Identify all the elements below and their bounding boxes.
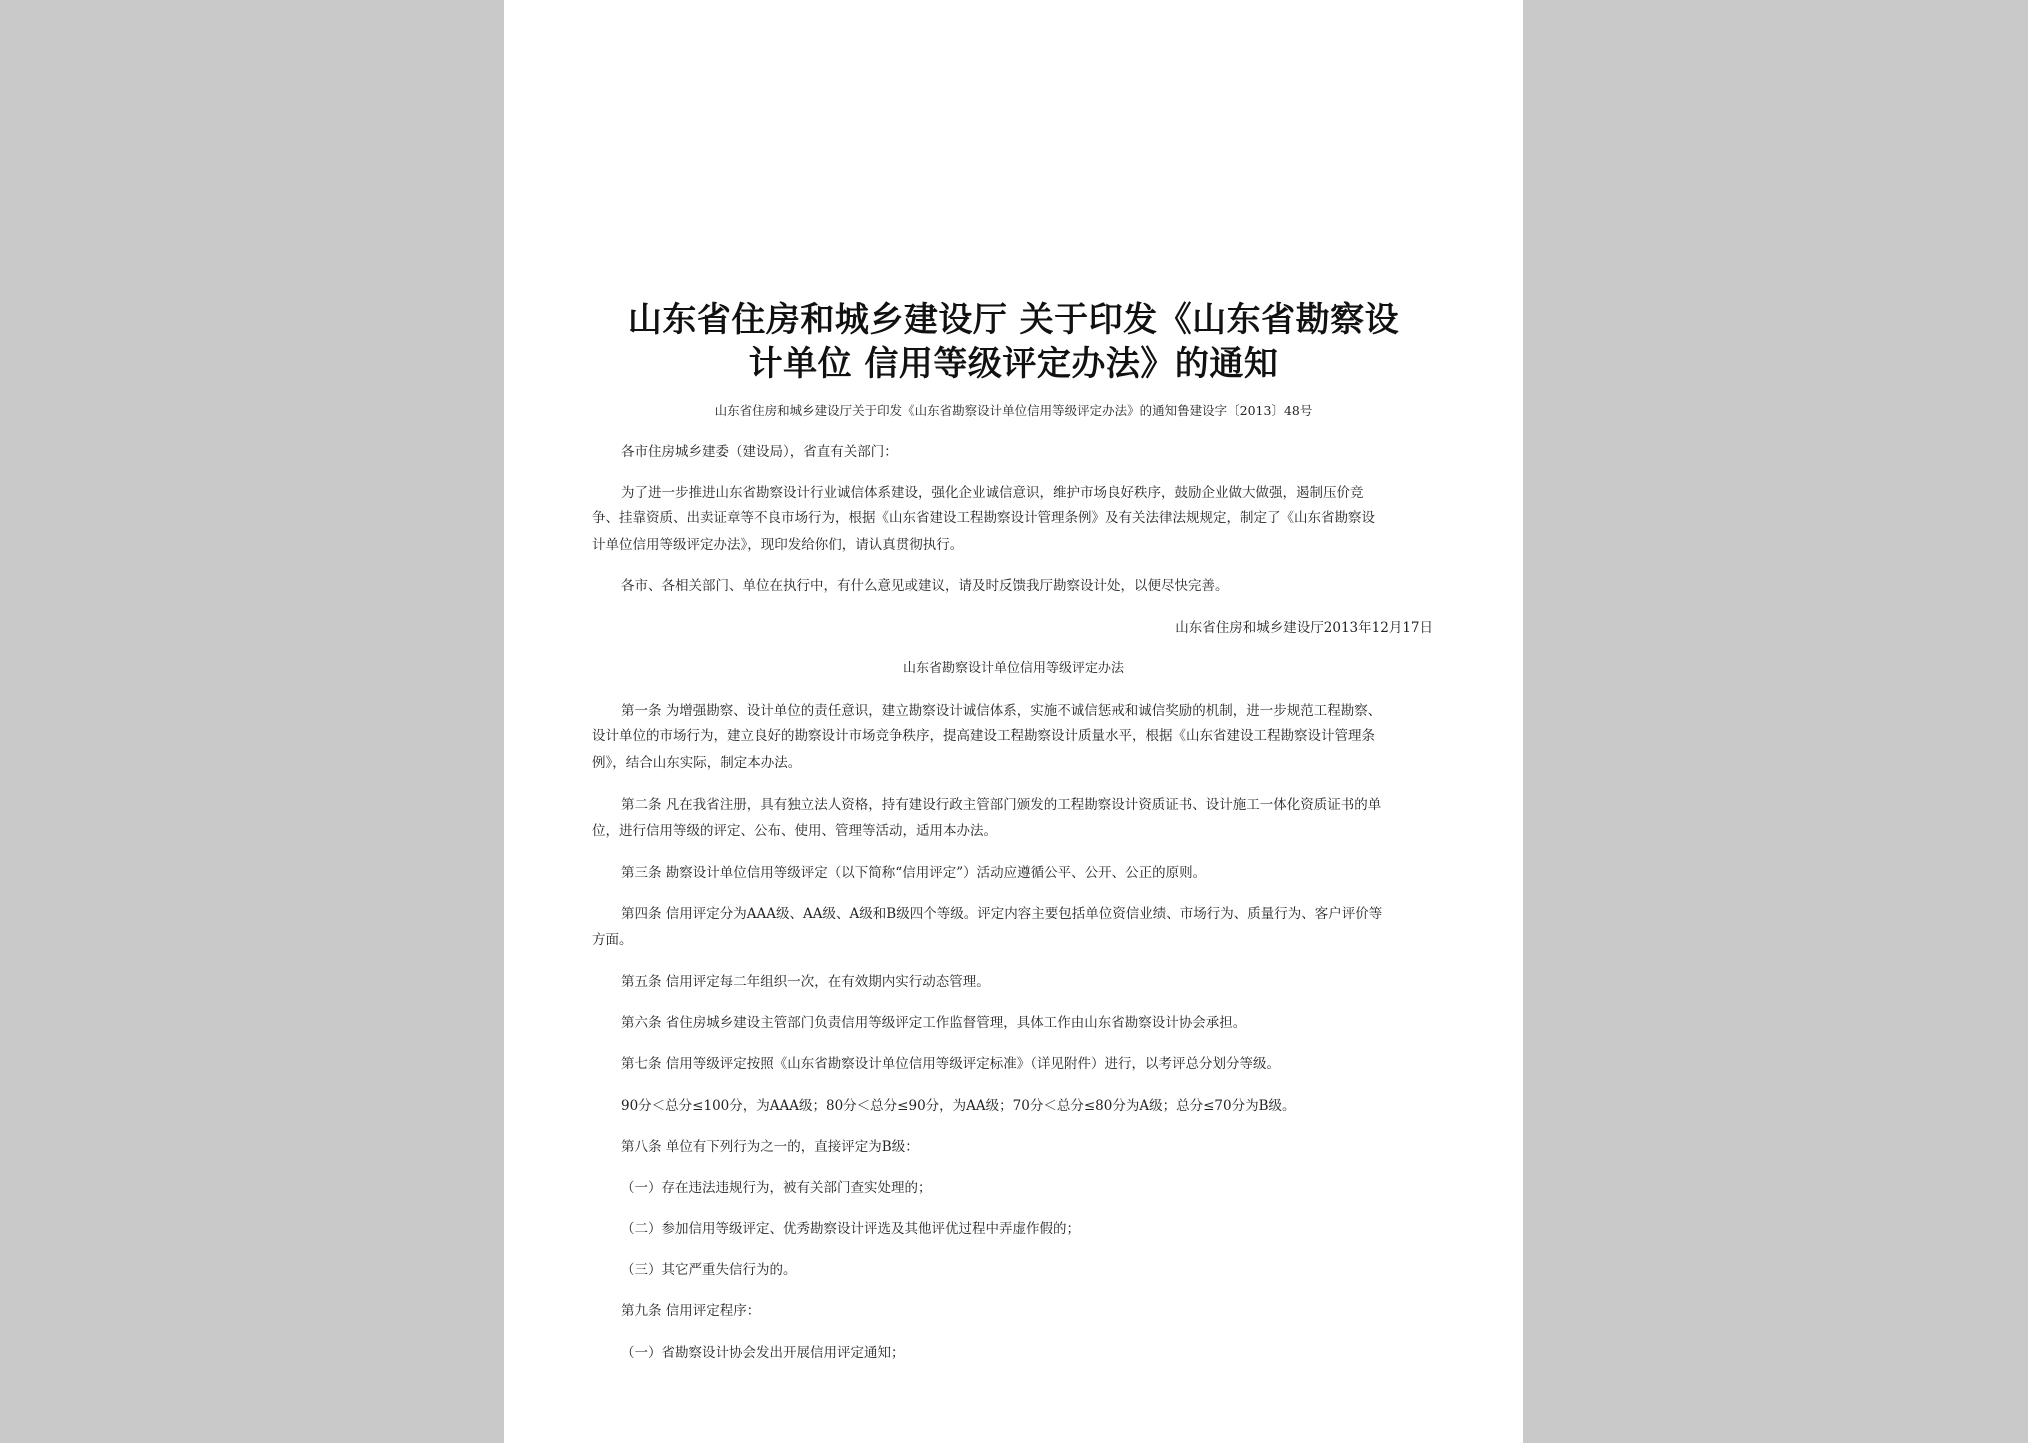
document-section-title: 山东省勘察设计单位信用等级评定办法: [902, 661, 1124, 676]
intro-paragraph-line: 为了进一步推进山东省勘察设计行业诚信体系建设，强化企业诚信意识，维护市场良好秩序，鼓励企业做大做强，遏制压价竞: [621, 485, 1364, 501]
article-7: 第七条 信用等级评定按照《山东省勘察设计单位信用等级评定标准》（详见附件）进行，以考评总分划分等级。: [621, 1056, 1281, 1072]
score-thresholds: 90分＜总分≤100分，为AAA级；80分＜总分≤90分，为AA级；70分＜总分≤80分为A级；总分≤70分为B级。: [621, 1098, 1296, 1114]
article-3: 第三条 勘察设计单位信用等级评定（以下简称“信用评定”）活动应遵循公平、公开、公正的原则。: [621, 865, 1207, 881]
salutation: 各市住房城乡建委（建设局），省直有关部门：: [621, 444, 898, 460]
feedback-paragraph: 各市、各相关部门、单位在执行中，有什么意见或建议，请及时反馈我厅勘察设计处，以便尽快完善。: [621, 578, 1229, 594]
page-title-line-2: 计单位 信用等级评定办法》的通知: [748, 344, 1279, 384]
subtitle: 山东省住房和城乡建设厅关于印发《山东省勘察设计单位信用等级评定办法》的通知鲁建设字〔2013〕48号: [714, 403, 1313, 418]
article-1-line: 设计单位的市场行为，建立良好的勘察设计市场竞争秩序，提高建设工程勘察设计质量水平，根据《山东省建设工程勘察设计管理条: [592, 728, 1375, 744]
article-1-line: 第一条 为增强勘察、设计单位的责任意识，建立勘察设计诚信体系，实施不诚信惩戒和诚信奖励的机制，进一步规范工程勘察、: [621, 703, 1382, 719]
article-9: 第九条 信用评定程序：: [621, 1303, 761, 1319]
article-6: 第六条 省住房城乡建设主管部门负责信用等级评定工作监督管理，具体工作由山东省勘察设计协会承担。: [621, 1015, 1247, 1031]
page-title-line-1: 山东省住房和城乡建设厅 关于印发《山东省勘察设: [627, 300, 1400, 340]
document-page: [504, 0, 1523, 1443]
article-9-item-1: （一）省勘察设计协会发出开展信用评定通知；: [621, 1345, 905, 1361]
article-8: 第八条 单位有下列行为之一的，直接评定为B级：: [621, 1139, 919, 1155]
article-8-item-3: （三）其它严重失信行为的。: [621, 1262, 797, 1278]
article-8-item-1: （一）存在违法违规行为，被有关部门查实处理的；: [621, 1180, 932, 1196]
article-2-line: 第二条 凡在我省注册，具有独立法人资格，持有建设行政主管部门颁发的工程勘察设计资质证书、设计施工一体化资质证书的单: [621, 797, 1382, 813]
article-1-line: 例》，结合山东实际，制定本办法。: [592, 755, 802, 771]
article-4-line: 方面。: [592, 932, 633, 948]
article-8-item-2: （二）参加信用等级评定、优秀勘察设计评选及其他评优过程中弄虚作假的；: [621, 1221, 1080, 1237]
article-5: 第五条 信用评定每二年组织一次，在有效期内实行动态管理。: [621, 974, 990, 990]
article-4-line: 第四条 信用评定分为AAA级、AA级、A级和B级四个等级。评定内容主要包括单位资信业绩、市场行为、质量行为、客户评价等: [621, 906, 1383, 922]
intro-paragraph-line: 争、挂靠资质、出卖证章等不良市场行为，根据《山东省建设工程勘察设计管理条例》及有关法律法规规定，制定了《山东省勘察设: [592, 510, 1375, 526]
intro-paragraph-line: 计单位信用等级评定办法》，现印发给你们，请认真贯彻执行。: [592, 537, 964, 553]
article-2-line: 位，进行信用等级的评定、公布、使用、管理等活动，适用本办法。: [592, 823, 997, 839]
signature-date: 山东省住房和城乡建设厅2013年12月17日: [1175, 620, 1433, 636]
